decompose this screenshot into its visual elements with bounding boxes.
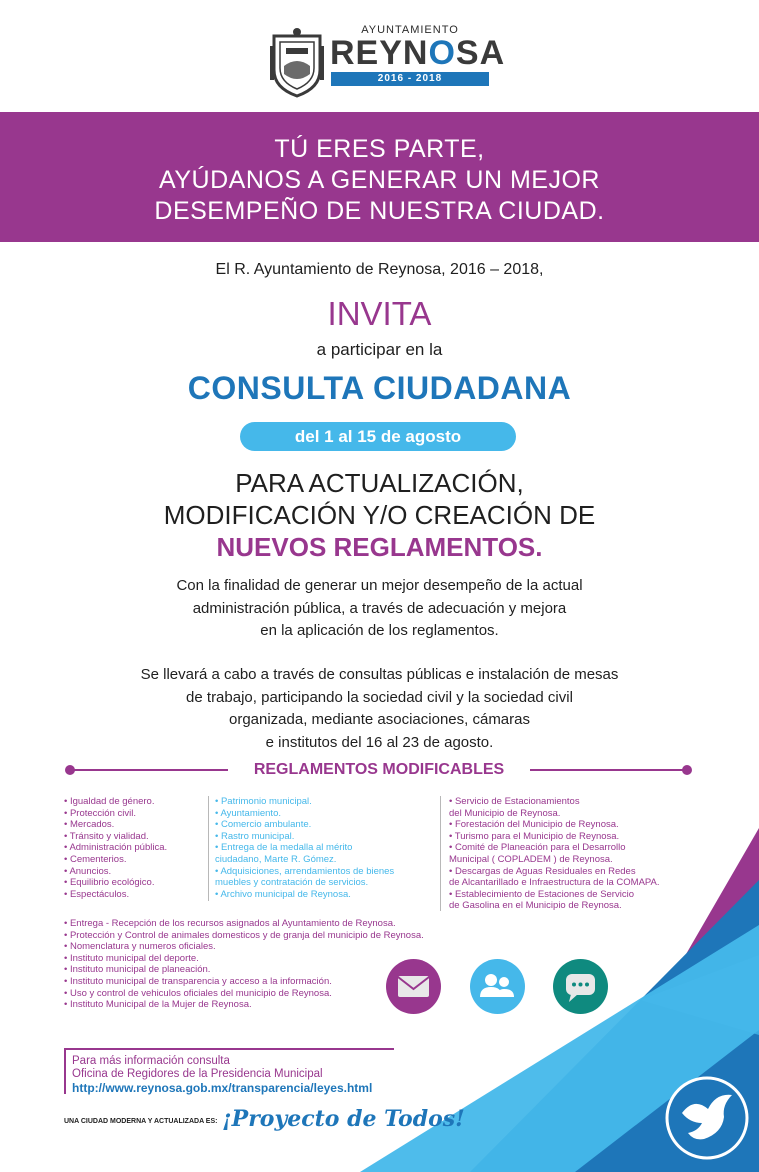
list-item: • Igualdad de género. [64, 796, 155, 807]
footer-slogan: ¡Proyecto de Todos! [222, 1106, 465, 1132]
list-item: • Instituto municipal del deporte. [64, 952, 199, 964]
brand-top: AYUNTAMIENTO [361, 24, 459, 36]
consulta-heading: CONSULTA CIUDADANA [187, 370, 572, 406]
section-divider [70, 769, 228, 771]
brand-name [330, 34, 506, 72]
list-item: • Descargas de Aguas Residuales en Redes [449, 865, 636, 877]
list-item: • Cementerios. [64, 853, 127, 865]
list-item: • Archivo municipal de Reynosa. [215, 888, 351, 900]
list-item: • Establecimiento de Estaciones de Servicio [449, 888, 634, 900]
mail-icon [386, 959, 441, 1014]
info-line: Para más información consulta [72, 1055, 230, 1067]
list-item: • Entrega - Recepción de los recursos asignados al Ayuntamiento de Reynosa. [64, 918, 396, 929]
brand-years: 2016 - 2018 [331, 72, 489, 86]
date-range-badge: del 1 al 15 de agosto [240, 422, 516, 451]
regulations-list-4 [64, 918, 424, 1011]
list-item: • Adquisiciones, arrendamientos de bienes [215, 865, 395, 877]
banner-line: DESEMPEÑO DE NUESTRA CIUDAD. [154, 197, 605, 225]
regulations-list-2 [215, 796, 394, 900]
info-line: Oficina de Regidores de la Presidencia Municipal [72, 1068, 323, 1080]
regulations-list-3 [449, 796, 660, 912]
body-paragraph-1 [0, 575, 759, 643]
list-item: • Comité de Planeación para el Desarrollo [449, 842, 626, 854]
purpose-line: MODIFICACIÓN Y/O CREACIÓN DE [163, 500, 596, 530]
invita-heading: INVITA [327, 295, 432, 332]
regulations-list-1 [64, 796, 167, 900]
list-item: • Instituto municipal de planeación. [64, 964, 211, 976]
info-link[interactable]: http://www.reynosa.gob.mx/transparencia/leyes.html [72, 1081, 373, 1095]
list-item: Municipal ( COPLADEM ) de Reynosa. [449, 853, 613, 865]
banner-line: AYÚDANOS A GENERAR UN MEJOR [159, 166, 600, 194]
list-item: • Protección civil. [64, 807, 136, 819]
body-line: Con la finalidad de generar un mejor desempeño de la actual [176, 577, 583, 594]
body-line: en la aplicación de los reglamentos. [260, 622, 499, 639]
body-paragraph-2 [0, 664, 759, 754]
body-line: organizada, mediante asociaciones, cámaras [228, 711, 530, 728]
brand-name-part: REYN [330, 34, 429, 72]
section-dot [682, 765, 692, 775]
headline-banner [0, 112, 759, 242]
column-divider [208, 796, 209, 901]
list-item: ciudadano, Marte R. Gómez. [215, 853, 337, 865]
list-item: • Espectáculos. [64, 888, 130, 900]
list-item: de Alcantarillado e Infraestructura de la COMAPA. [449, 877, 660, 889]
list-item: • Servicio de Estacionamientos [449, 796, 580, 807]
brand-name-part: SA [455, 34, 506, 72]
brand-logo [330, 24, 506, 86]
list-item: • Tránsito y vialidad. [64, 830, 149, 842]
list-item: • Equilibrio ecológico. [64, 877, 155, 889]
column-divider [440, 796, 441, 911]
footer-tagline: UNA CIUDAD MODERNA Y ACTUALIZADA ES: [64, 1118, 218, 1125]
header [0, 0, 759, 112]
banner-line: TÚ ERES PARTE, [274, 135, 485, 163]
list-item: • Turismo para el Municipio de Reynosa. [449, 830, 620, 842]
brand-name-o: O [428, 34, 456, 72]
list-item: • Rastro municipal. [215, 830, 295, 842]
list-item: muebles y contratación de servicios. [215, 877, 369, 889]
purpose-line: PARA ACTUALIZACIÓN, [235, 468, 524, 498]
chat-icon [553, 959, 608, 1014]
list-item: • Forestación del Municipio de Reynosa. [449, 819, 619, 831]
section-divider [530, 769, 686, 771]
list-item: • Protección y Control de animales domesticos y de granja del municipio de Reynosa. [64, 929, 424, 941]
crest-icon [268, 26, 326, 98]
users-icon [470, 959, 525, 1014]
section-title: REGLAMENTOS MODIFICABLES [253, 761, 505, 778]
list-item: • Ayuntamiento. [215, 807, 281, 819]
list-item: • Patrimonio municipal. [215, 796, 312, 807]
list-item: • Instituto Municipal de la Mujer de Reynosa. [64, 999, 252, 1011]
participar-text: a participar en la [316, 340, 443, 359]
list-item: • Anuncios. [64, 865, 112, 877]
intro-text: El R. Ayuntamiento de Reynosa, 2016 – 2018, [215, 261, 544, 278]
info-box [64, 1048, 394, 1094]
body-line: Se llevará a cabo a través de consultas públicas e instalación de mesas [140, 666, 619, 683]
list-item: • Instituto municipal de transparencia y acceso a la información. [64, 975, 332, 987]
body-line: administración pública, a través de adecuación y mejora [192, 599, 567, 617]
body-line: de trabajo, participando la sociedad civil y la sociedad civil [186, 688, 573, 706]
list-item: • Administración pública. [64, 842, 168, 854]
list-item: del Municipio de Reynosa. [449, 807, 561, 819]
list-item: • Uso y control de vehiculos oficiales del municipio de Reynosa. [64, 987, 332, 999]
list-item: • Entrega de la medalla al mérito [215, 842, 353, 854]
purpose-highlight: NUEVOS REGLAMENTOS. [216, 532, 543, 562]
body-line: e institutos del 16 al 23 de agosto. [265, 733, 494, 751]
list-item: de Gasolina en el Municipio de Reynosa. [449, 900, 622, 912]
list-item: • Nomenclatura y numeros oficiales. [64, 941, 216, 953]
list-item: • Mercados. [64, 819, 115, 831]
dove-icon [664, 1075, 750, 1161]
list-item: • Comercio ambulante. [215, 819, 312, 831]
